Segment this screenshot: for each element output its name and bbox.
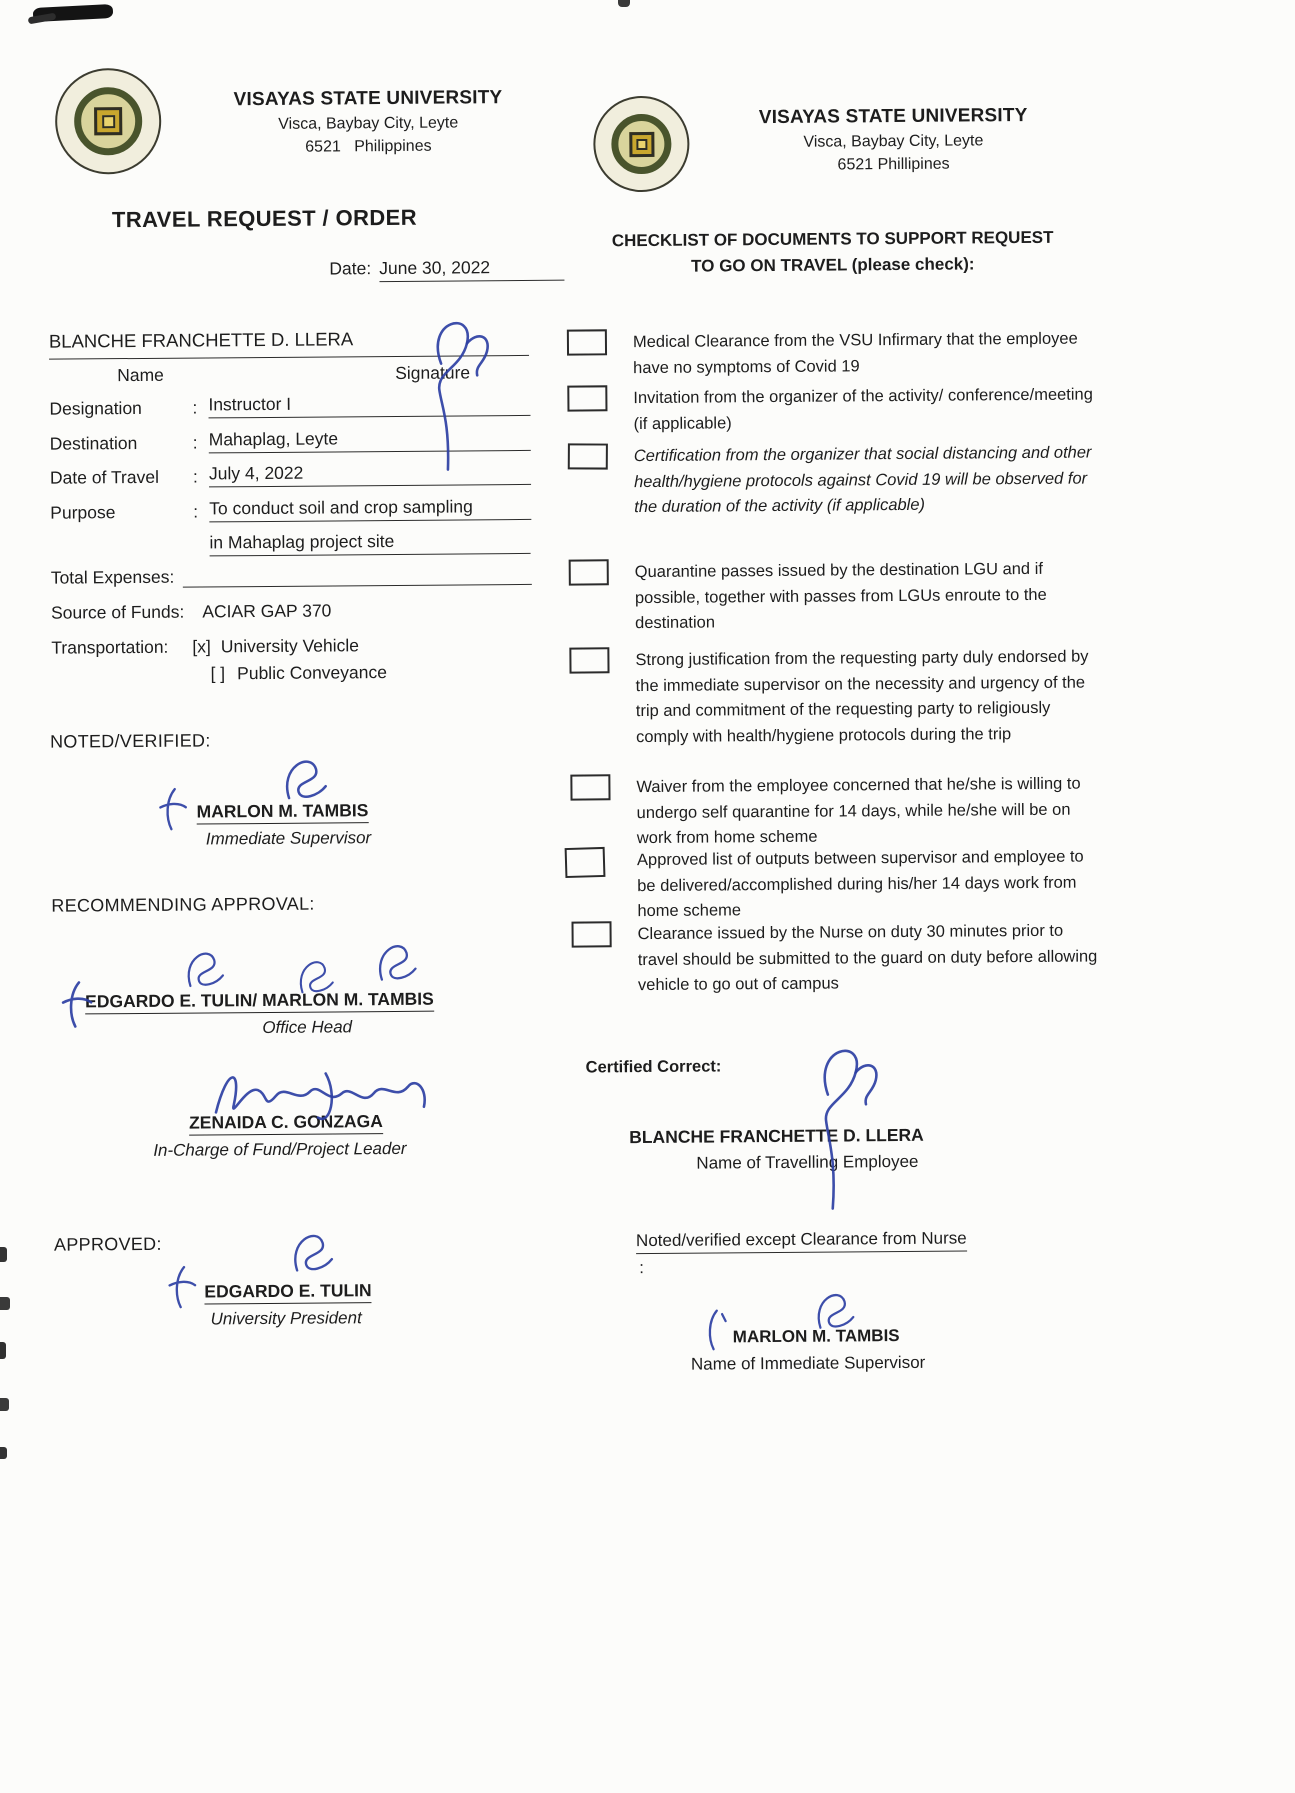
checklist-item [569, 644, 1099, 746]
travel-date-value: July 4, 2022 [209, 461, 531, 488]
date-row [329, 257, 564, 283]
source-of-funds-row [51, 599, 532, 624]
supervisor-role: Name of Immediate Supervisor [690, 1352, 926, 1374]
certified-signature-ink [785, 1028, 926, 1214]
fund-incharge-role: In-Charge of Fund/Project Leader [153, 1138, 407, 1160]
checkbox[interactable] [569, 647, 609, 673]
checkbox[interactable] [567, 385, 607, 411]
approved-signature-ink [280, 1222, 345, 1278]
travel-date-colon: : [192, 466, 198, 487]
checkbox[interactable] [570, 774, 610, 800]
purpose-row [50, 496, 531, 524]
checkbox[interactable] [565, 847, 606, 878]
travel-date-label: Date of Travel [49, 466, 160, 488]
date-label: Date: [329, 258, 372, 279]
checklist-item [569, 556, 1099, 633]
right-supervisor-initial-ink [698, 1304, 733, 1354]
fund-incharge-name: ZENAIDA C. GONZAGA [189, 1111, 383, 1136]
right-letterhead [708, 105, 1079, 176]
destination-value: Mahaplag, Leyte [209, 427, 531, 454]
employee-name: BLANCHE FRANCHETTE D. LLERA [48, 328, 354, 352]
noted-verified-heading: NOTED/VERIFIED: [49, 730, 211, 752]
vsu-seal-right-icon [593, 96, 690, 193]
destination-colon: : [192, 432, 198, 453]
office-head-name: EDGARDO E. TULIN/ MARLON M. TAMBIS [85, 989, 434, 1015]
transport-university-label: University Vehicle [220, 635, 360, 657]
right-university-postal: 6521 Phillipines [837, 155, 950, 174]
designation-label: Designation [49, 397, 142, 419]
checklist-item-text: Strong justification from the requesting party duly endorsed by the immediate supervisor on the necessity and urgency of the trip and commitment of the requesting party to religiously comply with health/hygiene protocols during the trip [635, 647, 1089, 746]
checklist-item-text: Clearance issued by the Nurse on duty 30 minutes prior to travel should be submitted to the guard on duty before allowing vehicle to go out of campus [637, 921, 1098, 995]
purpose-value-line1: To conduct soil and crop sampling [209, 496, 531, 523]
checklist-item-text: Waiver from the employee concerned that he/she is willing to undergo self quarantine for 14 days, while he/she will be on work from home scheme [636, 774, 1081, 848]
signature-caption: Signature [395, 362, 471, 383]
left-university-name: VISAYAS STATE UNIVERSITY [233, 87, 503, 111]
office-head-signature-ink-3 [366, 932, 428, 988]
left-letterhead [198, 87, 539, 158]
purpose-value-line2: in Mahaplag project site [209, 530, 530, 557]
vsu-seal-left-core-inner [102, 115, 115, 128]
noted-exception-text: Noted/verified except Clearance from Nurse [636, 1229, 967, 1255]
checklist-item [570, 771, 1100, 848]
office-head-signature-ink-2 [288, 948, 344, 1000]
approved-name: EDGARDO E. TULIN [204, 1280, 371, 1304]
noted-exception-colon: : [639, 1258, 645, 1278]
purpose-label: Purpose [50, 502, 116, 523]
form-title: TRAVEL REQUEST / ORDER [111, 204, 418, 233]
vsu-seal-left-ring [74, 87, 143, 156]
total-expenses-label: Total Expenses: [50, 566, 175, 588]
designation-value: Instructor I [208, 392, 530, 419]
employee-signature-ink [403, 301, 534, 477]
vsu-seal-right-core-inner [636, 138, 647, 149]
transportation-label: Transportation: [51, 636, 169, 658]
checklist-item-text: Invitation from the organizer of the activity/ conference/meeting (if applicable) [633, 385, 1093, 433]
noted-role: Immediate Supervisor [205, 828, 372, 849]
date-value: June 30, 2022 [379, 257, 564, 282]
checklist-item-text: Medical Clearance from the VSU Infirmary that the employee have no symptoms of Covid 19 [632, 329, 1078, 377]
left-university-postal: 6521 Philippines [305, 137, 432, 156]
designation-colon: : [192, 397, 198, 418]
total-expenses-blank [182, 582, 531, 588]
transport-public-checkbox-mark: [ ] [210, 663, 226, 684]
purpose-colon: : [193, 501, 199, 522]
right-university-name: VISAYAS STATE UNIVERSITY [758, 104, 1028, 129]
noted-name: MARLON M. TAMBIS [197, 800, 369, 824]
vsu-seal-left-icon [55, 68, 162, 175]
checklist-heading-line2: TO GO ON TRAVEL (please check): [691, 254, 975, 276]
vsu-seal-right-ring [611, 114, 671, 174]
checklist-heading-line1: CHECKLIST OF DOCUMENTS TO SUPPORT REQUEST [611, 227, 1054, 251]
fund-incharge-signature-ink [205, 1050, 446, 1144]
office-head-signature-ink-1 [175, 939, 235, 994]
transport-university-checkbox-mark: [x] [192, 636, 211, 657]
checklist-item [567, 382, 1097, 433]
transport-public-label: Public Conveyance [237, 662, 388, 684]
certified-correct-heading: Certified Correct: [585, 1057, 722, 1077]
approved-initial-ink [162, 1262, 202, 1312]
vsu-seal-right-core [629, 131, 654, 156]
left-university-address: Visca, Baybay City, Leyte [278, 114, 459, 133]
checklist-item-text: Quarantine passes issued by the destination LGU and if possible, together with passes from LGUs enroute to the destination [634, 559, 1047, 633]
transportation-row [51, 634, 532, 659]
recommending-heading: RECOMMENDING APPROVAL: [51, 893, 315, 916]
checkbox[interactable] [569, 559, 609, 585]
checklist-item-text: Approved list of outputs between supervisor and employee to be delivered/accomplished during his/her 14 days work from home scheme [636, 847, 1084, 921]
vsu-seal-left-core [94, 107, 122, 135]
checklist-item-text: Certification from the organizer that social distancing and other health/hygiene protocols against Covid 19 will be observed for the duration of the activity (if applicable) [633, 443, 1092, 517]
approved-role: University President [210, 1308, 362, 1329]
source-of-funds-value: ACIAR GAP 370 [202, 600, 332, 622]
checklist-item [568, 440, 1098, 517]
checkbox[interactable] [567, 329, 607, 355]
right-supervisor-signature-ink [802, 1282, 867, 1335]
office-head-initial-ink [56, 976, 98, 1031]
checkbox[interactable] [571, 921, 611, 947]
supervisor-initial-ink [150, 784, 195, 834]
checklist-heading [580, 225, 1085, 281]
checkbox[interactable] [568, 443, 608, 469]
supervisor-name: MARLON M. TAMBIS [732, 1326, 900, 1347]
name-caption: Name [117, 364, 164, 386]
supervisor-signature-ink [270, 747, 340, 806]
total-expenses-row [51, 564, 532, 589]
office-head-role: Office Head [262, 1017, 353, 1038]
source-of-funds-label: Source of Funds: [50, 601, 185, 623]
transport-public-row [210, 662, 387, 684]
certified-name: BLANCHE FRANCHETTE D. LLERA [629, 1124, 924, 1148]
approved-heading: APPROVED: [53, 1233, 162, 1255]
destination-label: Destination [49, 432, 138, 454]
right-university-address: Visca, Baybay City, Leyte [803, 132, 984, 151]
checklist-item [567, 326, 1097, 377]
certified-role: Name of Travelling Employee [696, 1151, 919, 1173]
